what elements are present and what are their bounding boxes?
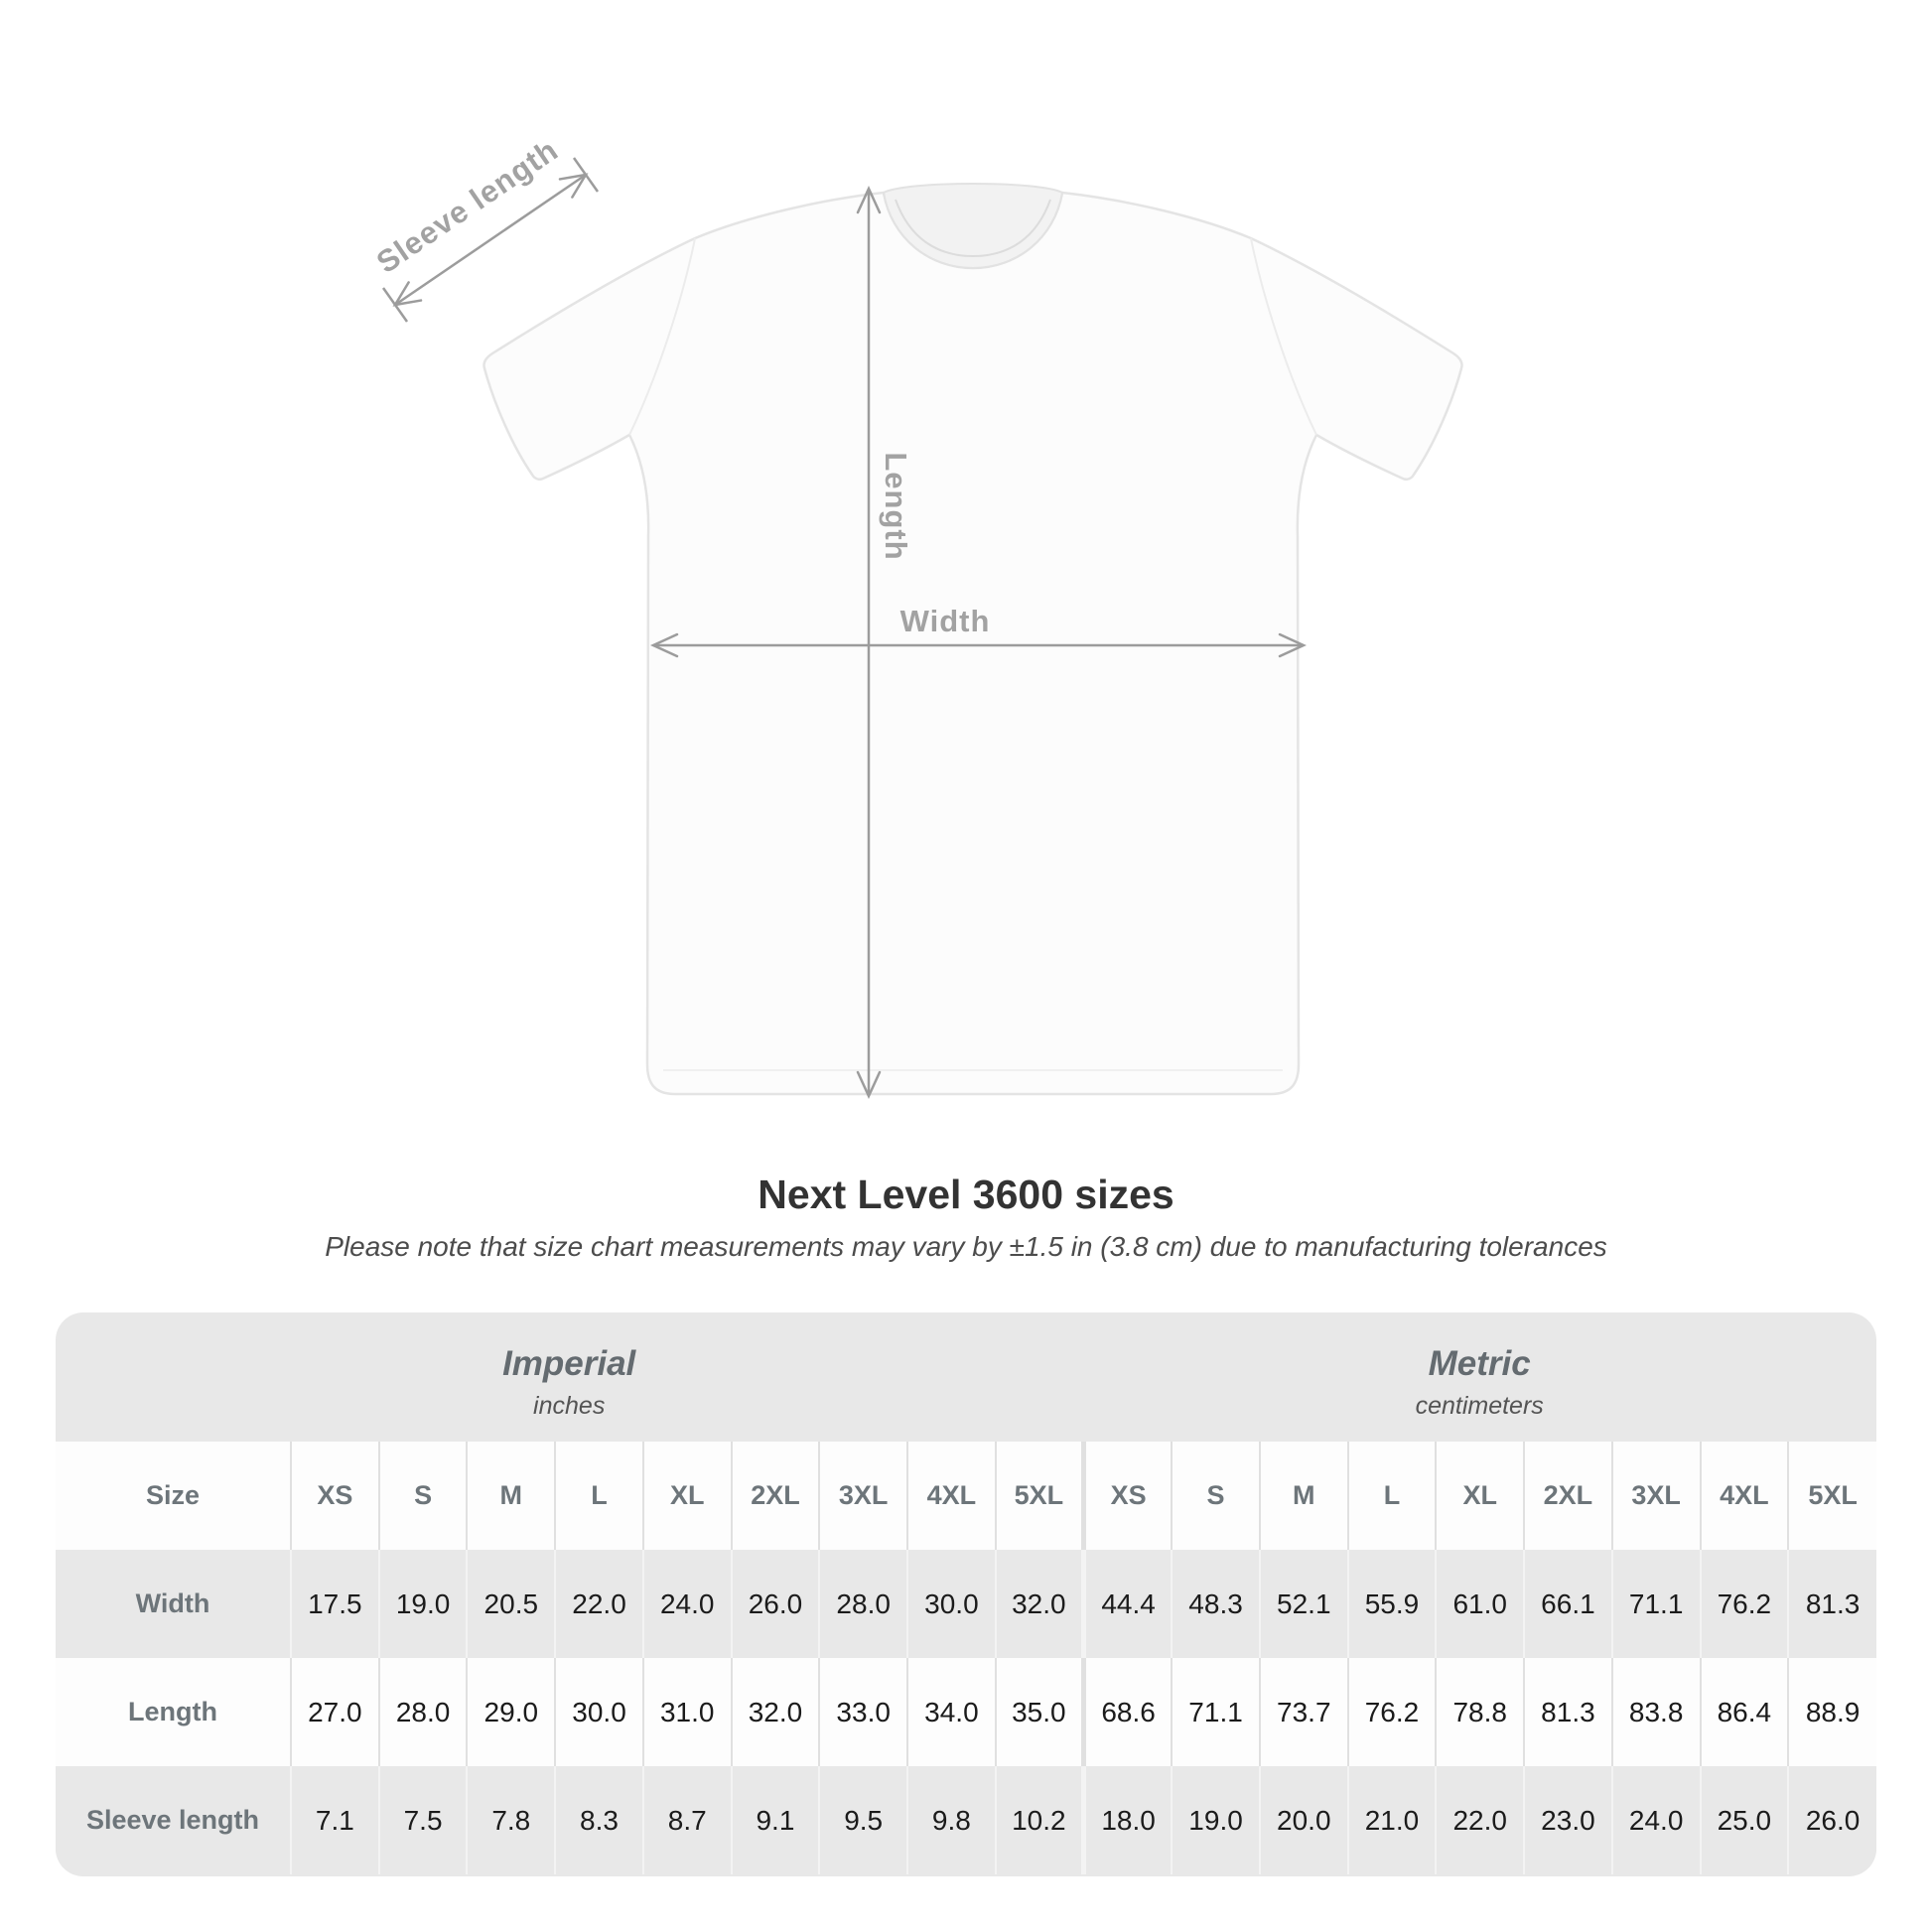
- size-value-cell: 27.0: [291, 1658, 379, 1766]
- size-header-row: [56, 1442, 1876, 1550]
- col-header-metric-2xl: 2XL: [1524, 1442, 1612, 1550]
- size-value-cell: 29.0: [467, 1658, 555, 1766]
- size-value-cell: 7.5: [379, 1766, 468, 1874]
- col-header-imperial-xl: XL: [643, 1442, 732, 1550]
- size-value-cell: 81.3: [1788, 1550, 1876, 1658]
- size-value-cell: 26.0: [732, 1550, 820, 1658]
- size-value-cell: 19.0: [379, 1550, 468, 1658]
- size-corner-header: Size: [145, 1480, 201, 1510]
- col-header-imperial-xs: XS: [291, 1442, 379, 1550]
- size-value-cell: 68.6: [1083, 1658, 1172, 1766]
- size-chart-card: [56, 1312, 1876, 1876]
- width-row: [56, 1550, 1876, 1658]
- unit-header-row: [56, 1312, 1876, 1442]
- size-value-cell: 35.0: [996, 1658, 1084, 1766]
- size-value-cell: 71.1: [1172, 1658, 1260, 1766]
- size-value-cell: 20.0: [1260, 1766, 1348, 1874]
- metric-unit: centimeters: [1415, 1391, 1544, 1420]
- size-value-cell: 20.5: [467, 1550, 555, 1658]
- page-title: Next Level 3600 sizes: [758, 1172, 1174, 1217]
- size-value-cell: 78.8: [1436, 1658, 1524, 1766]
- size-value-cell: 7.1: [291, 1766, 379, 1874]
- unit-group-metric: [1082, 1312, 1876, 1442]
- row-label-length: Length: [128, 1697, 217, 1726]
- size-value-cell: 22.0: [555, 1550, 643, 1658]
- col-header-metric-l: L: [1348, 1442, 1437, 1550]
- size-value-cell: 52.1: [1260, 1550, 1348, 1658]
- size-value-cell: 48.3: [1172, 1550, 1260, 1658]
- size-value-cell: 24.0: [1612, 1766, 1701, 1874]
- size-value-cell: 83.8: [1612, 1658, 1701, 1766]
- length-row: [56, 1658, 1876, 1766]
- col-header-imperial-3xl: 3XL: [819, 1442, 907, 1550]
- width-label: Width: [899, 604, 991, 638]
- tshirt-body-shape: [483, 193, 1461, 1094]
- size-value-cell: 9.8: [907, 1766, 996, 1874]
- size-value-cell: 88.9: [1788, 1658, 1876, 1766]
- page-subtitle: Please note that size chart measurements may vary by ±1.5 in (3.8 cm) due to manufacturing tolerances: [325, 1231, 1607, 1262]
- size-value-cell: 28.0: [379, 1658, 468, 1766]
- col-header-metric-3xl: 3XL: [1612, 1442, 1701, 1550]
- sleeve-length-arrow: [370, 132, 598, 322]
- size-value-cell: 28.0: [819, 1550, 907, 1658]
- size-value-cell: 76.2: [1348, 1658, 1437, 1766]
- col-header-metric-5xl: 5XL: [1788, 1442, 1876, 1550]
- size-value-cell: 32.0: [732, 1658, 820, 1766]
- size-value-cell: 8.7: [643, 1766, 732, 1874]
- col-header-metric-4xl: 4XL: [1701, 1442, 1789, 1550]
- tshirt-illustration: [483, 184, 1461, 1094]
- col-header-imperial-5xl: 5XL: [996, 1442, 1084, 1550]
- imperial-unit: inches: [533, 1391, 606, 1420]
- sleeve-length-label: Sleeve length: [369, 132, 565, 281]
- col-header-metric-s: S: [1172, 1442, 1260, 1550]
- col-header-imperial-4xl: 4XL: [907, 1442, 996, 1550]
- size-value-cell: 17.5: [291, 1550, 379, 1658]
- size-value-cell: 23.0: [1524, 1766, 1612, 1874]
- col-header-imperial-m: M: [467, 1442, 555, 1550]
- unit-group-imperial: [56, 1312, 1082, 1442]
- col-header-metric-xl: XL: [1436, 1442, 1524, 1550]
- size-value-cell: 22.0: [1436, 1766, 1524, 1874]
- size-value-cell: 66.1: [1524, 1550, 1612, 1658]
- size-value-cell: 81.3: [1524, 1658, 1612, 1766]
- size-value-cell: 73.7: [1260, 1658, 1348, 1766]
- size-value-cell: 9.1: [732, 1766, 820, 1874]
- size-table: [56, 1442, 1876, 1874]
- row-label-width: Width: [135, 1588, 210, 1618]
- size-value-cell: 31.0: [643, 1658, 732, 1766]
- size-value-cell: 26.0: [1788, 1766, 1876, 1874]
- col-header-imperial-s: S: [379, 1442, 468, 1550]
- size-value-cell: 76.2: [1701, 1550, 1789, 1658]
- size-value-cell: 30.0: [907, 1550, 996, 1658]
- size-value-cell: 32.0: [996, 1550, 1084, 1658]
- sleeve-length-row: [56, 1766, 1876, 1874]
- size-value-cell: 33.0: [819, 1658, 907, 1766]
- imperial-label: Imperial: [502, 1343, 636, 1383]
- size-value-cell: 9.5: [819, 1766, 907, 1874]
- col-header-imperial-l: L: [555, 1442, 643, 1550]
- length-label: Length: [879, 452, 913, 561]
- size-value-cell: 71.1: [1612, 1550, 1701, 1658]
- size-value-cell: 18.0: [1083, 1766, 1172, 1874]
- col-header-metric-xs: XS: [1083, 1442, 1172, 1550]
- size-value-cell: 25.0: [1701, 1766, 1789, 1874]
- col-header-metric-m: M: [1260, 1442, 1348, 1550]
- size-value-cell: 19.0: [1172, 1766, 1260, 1874]
- size-value-cell: 55.9: [1348, 1550, 1437, 1658]
- size-value-cell: 10.2: [996, 1766, 1084, 1874]
- col-header-imperial-2xl: 2XL: [732, 1442, 820, 1550]
- size-value-cell: 7.8: [467, 1766, 555, 1874]
- size-value-cell: 8.3: [555, 1766, 643, 1874]
- size-value-cell: 34.0: [907, 1658, 996, 1766]
- metric-label: Metric: [1428, 1343, 1531, 1383]
- size-value-cell: 21.0: [1348, 1766, 1437, 1874]
- size-value-cell: 24.0: [643, 1550, 732, 1658]
- size-value-cell: 86.4: [1701, 1658, 1789, 1766]
- size-value-cell: 30.0: [555, 1658, 643, 1766]
- row-label-sleeve-length: Sleeve length: [85, 1805, 260, 1835]
- size-value-cell: 44.4: [1083, 1550, 1172, 1658]
- size-value-cell: 61.0: [1436, 1550, 1524, 1658]
